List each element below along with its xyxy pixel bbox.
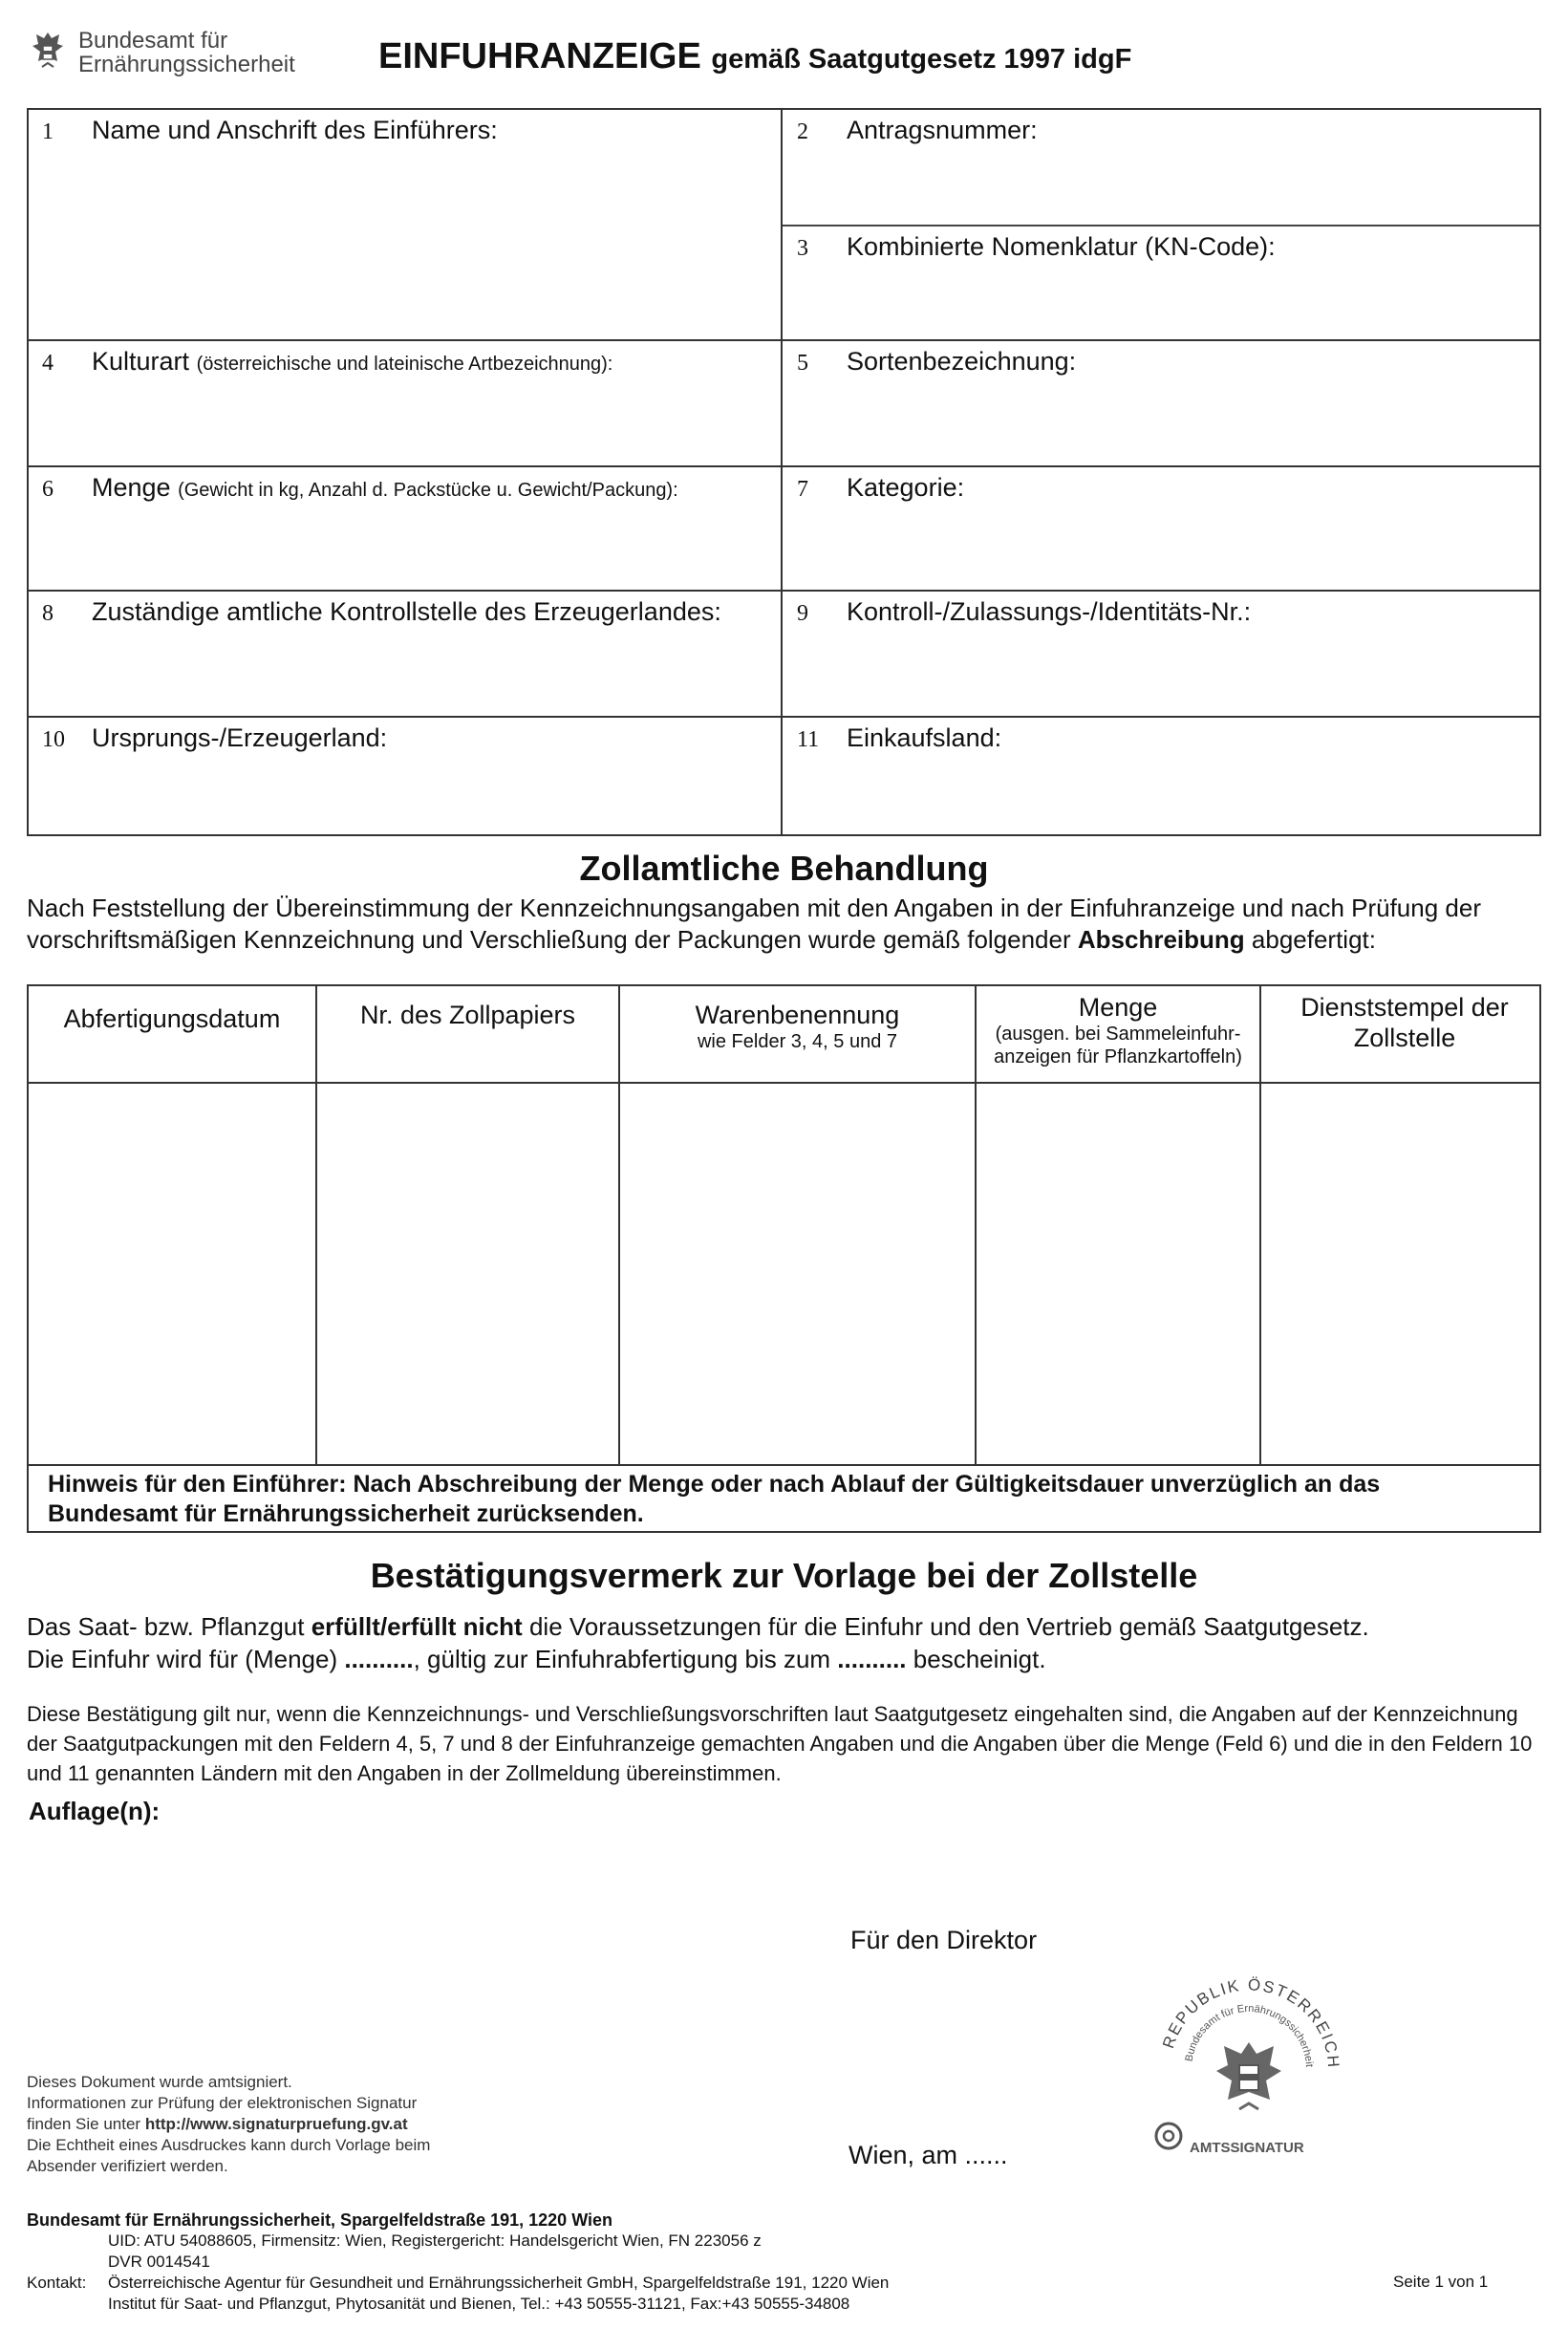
customs-table — [27, 984, 1541, 1533]
conditions-label: Auflage(n): — [29, 1797, 161, 1825]
table-col-divider — [1259, 986, 1261, 1464]
table-header-rule — [29, 1082, 1539, 1084]
column-header-customs-stamp — [1271, 992, 1538, 1053]
field-number: 4 — [42, 351, 54, 376]
org-line-1: Bundesamt für — [78, 28, 228, 54]
field-number: 5 — [797, 351, 808, 376]
signature-line: Die Echtheit eines Ausdruckes kann durch Vorlage beim — [27, 2136, 431, 2154]
signature-notice — [27, 2072, 505, 2177]
field-number: 2 — [797, 119, 808, 144]
signature-line: Dieses Dokument wurde amtsigniert. — [27, 2073, 292, 2091]
field-label: Kategorie: — [847, 473, 965, 502]
customs-section-title: Zollamtliche Behandlung — [579, 849, 989, 888]
field-4-crop-type[interactable] — [42, 347, 612, 377]
column-sublabel: wie Felder 3, 4, 5 und 7 — [697, 1031, 897, 1052]
fulfilled-option[interactable]: erfüllt/erfüllt nicht — [311, 1612, 523, 1641]
field-hint: (österreichische und lateinische Artbezeichnung): — [196, 354, 613, 375]
field-number: 10 — [42, 727, 65, 752]
title-sub: gemäß Saatgutgesetz 1997 idgF — [711, 44, 1132, 75]
customs-intro-text: Nach Feststellung der Übereinstimmung der Kennzeichnungsangaben mit den Angaben in der Einfuhranzeige und nach Prüfung der vorschriftsmäßigen Kennzeichnung und Verschließung der Packungen wurde gemäß folgender — [27, 894, 1481, 954]
director-label: Für den Direktor — [850, 1926, 1038, 1954]
field-10-origin-country[interactable] — [42, 723, 387, 753]
field-label: Menge — [92, 473, 171, 502]
field-11-purchase-country[interactable] — [797, 723, 1001, 753]
field-hint: (Gewicht in kg, Anzahl d. Packstücke u. Gewicht/Packung): — [178, 480, 678, 501]
signature-line: Informationen zur Prüfung der elektronischen Signatur — [27, 2094, 418, 2112]
signature-line: Absender verifiziert werden. — [27, 2157, 228, 2175]
column-header-quantity — [984, 992, 1252, 1068]
grid-rule — [29, 339, 1539, 341]
field-label: Ursprungs-/Erzeugerland: — [92, 723, 388, 752]
field-6-quantity[interactable] — [42, 473, 678, 503]
official-seal — [1132, 1954, 1366, 2184]
importer-note: Hinweis für den Einführer: Nach Abschreibung der Menge oder nach Ablauf der Gültigkeitsdauer unverzüglich an das Bundesamt für Ernährungssicherheit zurücksenden. — [48, 1471, 1381, 1527]
confirmation-text: Die Einfuhr wird für (Menge) — [27, 1645, 338, 1673]
field-number: 11 — [797, 727, 820, 752]
confirmation-text: die Voraussetzungen für die Einfuhr und den Vertrieb gemäß Saatgutgesetz. — [528, 1612, 1369, 1641]
confirmation-text: bescheinigt. — [913, 1645, 1046, 1673]
field-label: Sortenbezeichnung: — [847, 347, 1077, 376]
table-bottom-rule — [29, 1464, 1539, 1466]
footer — [27, 2210, 1460, 2315]
footer-contact-label: Kontakt: — [27, 2274, 87, 2292]
footer-address: Bundesamt für Ernährungssicherheit, Spargelfeldstraße 191, 1220 Wien — [27, 2210, 613, 2230]
field-8-control-authority[interactable] — [42, 597, 721, 627]
confirmation-text: Das Saat- bzw. Pflanzgut — [27, 1612, 305, 1641]
footer-contact-2: Institut für Saat- und Pflanzgut, Phytosanität und Bienen, Tel.: +43 50555-31121, Fax:+43 50555-34808 — [108, 2295, 850, 2313]
field-label: Name und Anschrift des Einführers: — [92, 116, 498, 144]
field-label: Antragsnummer: — [847, 116, 1038, 144]
form-title — [378, 36, 1131, 77]
field-label: Kombinierte Nomenklatur (KN-Code): — [847, 232, 1276, 261]
column-header-goods-description — [620, 1000, 975, 1053]
field-1-importer[interactable] — [42, 116, 498, 145]
confirmation-text: , gültig zur Einfuhrabfertigung bis zum — [413, 1645, 831, 1673]
field-9-control-number[interactable] — [797, 597, 1251, 627]
table-col-divider — [618, 986, 620, 1464]
grid-rule — [29, 590, 1539, 592]
grid-divider — [781, 110, 783, 834]
confirmation-line-1 — [27, 1611, 1556, 1642]
signature-line: finden Sie unter — [27, 2115, 141, 2133]
header-organization — [78, 29, 394, 76]
field-number: 1 — [42, 119, 54, 144]
field-number: 8 — [42, 601, 54, 626]
seal-ring-textpath: REPUBLIK ÖSTERREICH — [1159, 1975, 1343, 2070]
confirmation-line-2 — [27, 1644, 1556, 1674]
austrian-eagle-icon — [29, 29, 67, 76]
column-label: Menge — [1078, 993, 1158, 1022]
import-form-grid — [27, 108, 1541, 836]
seal-inner-textpath: Bundesamt für Ernährungssicherheit — [1183, 2002, 1315, 2068]
field-label: Kulturart — [92, 347, 190, 376]
valid-until-blank[interactable]: .......... — [837, 1645, 907, 1673]
customs-intro-end: abgefertigt: — [1251, 925, 1376, 954]
field-number: 9 — [797, 601, 808, 626]
grid-rule — [783, 225, 1541, 226]
confirmation-section-title: Bestätigungsvermerk zur Vorlage bei der Zollstelle — [370, 1556, 1198, 1595]
seal-at-icon — [1156, 2124, 1181, 2148]
column-sublabel: (ausgen. bei Sammeleinfuhr-anzeigen für Pflanzkartoffeln) — [994, 1024, 1242, 1067]
footer-uid: UID: ATU 54088605, Firmensitz: Wien, Registergericht: Handelsgericht Wien, FN 223056 z — [108, 2231, 762, 2250]
signature-url-link[interactable]: http://www.signaturpruefung.gv.at — [144, 2115, 408, 2133]
table-col-divider — [975, 986, 977, 1464]
field-number: 6 — [42, 477, 54, 502]
column-label: Warenbenennung — [695, 1001, 900, 1029]
column-label: Nr. des Zollpapiers — [359, 1001, 576, 1029]
place-date-field[interactable]: Wien, am ...... — [848, 2141, 1008, 2169]
seal-eagle-icon — [1216, 2042, 1281, 2109]
grid-rule — [29, 465, 1539, 467]
field-number: 3 — [797, 236, 808, 261]
customs-intro — [27, 893, 1546, 956]
customs-intro-bold: Abschreibung — [1077, 925, 1245, 954]
confirmation-conditions: Diese Bestätigung gilt nur, wenn die Kennzeichnungs- und Verschließungsvorschriften laut Saatgutgesetz eingehalten sind, die Angaben auf der Kennzeichnung der Saatgutpackungen mit den Feldern 4, 5, 7 und 8 der Einfuhranzeige gemachten Angaben und die Angaben über die Menge (Feld 6) und die in den Feldern 10 und 11 genannten Ländern mit den Angaben in der Zollmeldung übereinstimmen. — [27, 1702, 1533, 1785]
column-label: Abfertigungsdatum — [63, 1004, 281, 1033]
field-3-kn-code[interactable] — [797, 232, 1276, 262]
field-label: Einkaufsland: — [847, 723, 1002, 752]
field-label: Zuständige amtliche Kontrollstelle des Erzeugerlandes: — [92, 597, 721, 626]
field-2-application-number[interactable] — [797, 116, 1038, 145]
column-header-customs-document — [317, 1000, 618, 1030]
field-7-category[interactable] — [797, 473, 964, 503]
footer-dvr: DVR 0014541 — [108, 2253, 210, 2271]
title-main: EINFUHRANZEIGE — [378, 36, 701, 76]
field-number: 7 — [797, 477, 808, 502]
seal-label: AMTSSIGNATUR — [1190, 2140, 1304, 2156]
column-label: Dienststempel der Zollstelle — [1300, 993, 1509, 1052]
field-5-variety[interactable] — [797, 347, 1076, 377]
page-number: Seite 1 von 1 — [1393, 2273, 1489, 2291]
grid-rule — [29, 716, 1539, 718]
quantity-blank[interactable]: .......... — [344, 1645, 414, 1673]
field-label: Kontroll-/Zulassungs-/Identitäts-Nr.: — [847, 597, 1252, 626]
column-header-clearance-date — [29, 1003, 315, 1034]
footer-contact-1: Österreichische Agentur für Gesundheit und Ernährungssicherheit GmbH, Spargelfeldstraße 191, 1220 Wien — [108, 2274, 890, 2292]
table-col-divider — [315, 986, 317, 1464]
org-line-2: Ernährungssicherheit — [78, 52, 295, 77]
